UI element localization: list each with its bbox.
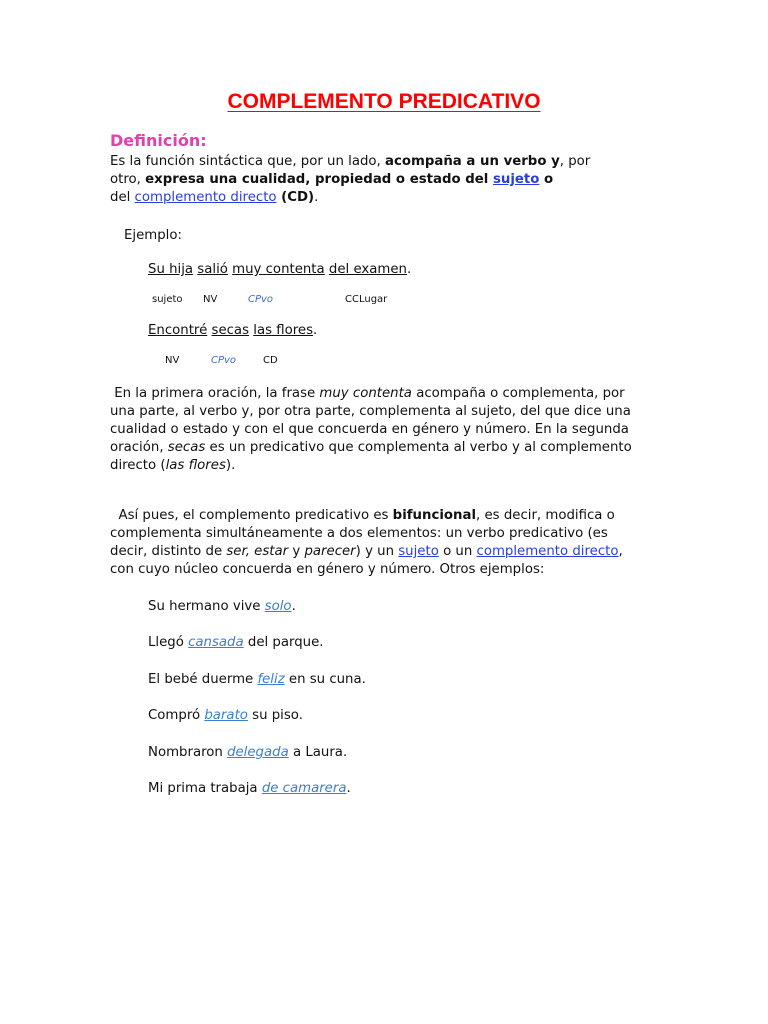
text: El bebé duerme — [148, 672, 258, 687]
complemento-directo-link[interactable]: complemento directo — [134, 190, 277, 205]
text: a Laura. — [288, 745, 348, 760]
example-item — [148, 780, 351, 798]
text: Su hermano vive — [148, 599, 265, 614]
punctuation: . — [407, 262, 412, 277]
sujeto-link[interactable]: sujeto — [492, 172, 540, 187]
summary-paragraph — [110, 507, 670, 579]
tag-cclugar: CCLugar — [345, 294, 388, 305]
text: complementa simultáneamente a dos elementos: un verbo predicativo (es — [110, 526, 608, 541]
text: . — [346, 781, 351, 796]
italic-text: parecer — [304, 544, 356, 559]
text: su piso. — [247, 708, 303, 723]
sentence-word: muy contenta — [232, 262, 325, 277]
text: es un predicativo que complementa al verbo y al complemento — [205, 440, 632, 455]
text: del — [110, 190, 135, 205]
sentence-word: las flores — [253, 323, 314, 338]
bold-text: o — [539, 172, 554, 187]
predicative-link[interactable]: cansada — [188, 635, 244, 650]
text: otro, — [110, 172, 146, 187]
bold-text: acompaña a un verbo y — [385, 154, 560, 169]
text: una parte, al verbo y, por otra parte, complementa al sujeto, del que dice una — [110, 404, 631, 419]
text: acompaña o complementa, por — [411, 386, 625, 401]
complemento-directo-link-2[interactable]: complemento directo — [476, 544, 619, 559]
text: , por — [559, 154, 591, 169]
italic-text: secas — [167, 440, 206, 455]
text: oración, — [110, 440, 168, 455]
sentence-word: Encontré — [148, 323, 208, 338]
italic-text: ser, estar — [226, 544, 289, 559]
text: o un — [438, 544, 477, 559]
text: . — [291, 599, 296, 614]
bold-text: (CD) — [276, 190, 315, 205]
bold-text: bifuncional — [392, 508, 477, 523]
sentence-word: salió — [197, 262, 228, 277]
explanation-paragraph — [110, 385, 655, 475]
predicative-link[interactable]: de camarera — [261, 781, 347, 796]
sentence-word: Su hija — [148, 262, 194, 277]
tag-cd: CD — [263, 355, 278, 366]
predicative-link[interactable]: solo — [264, 599, 292, 614]
sujeto-link-2[interactable]: sujeto — [398, 544, 439, 559]
page-title: COMPLEMENTO PREDICATIVO — [227, 90, 541, 113]
definition-paragraph — [110, 153, 655, 207]
tag-cpvo: CPvo — [248, 294, 274, 305]
text: Mi prima trabaja — [148, 781, 262, 796]
text: Compró — [148, 708, 205, 723]
text: , — [618, 544, 623, 559]
text: Nombraron — [148, 745, 228, 760]
text: ) y un — [355, 544, 399, 559]
punctuation: . — [313, 323, 318, 338]
italic-text: muy contenta — [319, 386, 412, 401]
text: del parque. — [243, 635, 324, 650]
text: en su cuna. — [284, 672, 366, 687]
italic-text: las flores — [165, 458, 226, 473]
text: con cuyo núcleo concuerda en género y número. Otros ejemplos: — [110, 562, 545, 577]
text: directo ( — [110, 458, 166, 473]
example-sentence-2 — [148, 322, 317, 340]
example-label: Ejemplo: — [124, 228, 182, 243]
text: En la primera oración, la frase — [114, 386, 320, 401]
text: cualidad o estado y con el que concuerda en género y número. En la segunda — [110, 422, 629, 437]
text: y — [288, 544, 305, 559]
text: Así pues, el complemento predicativo es — [118, 508, 393, 523]
definition-heading: Definición: — [110, 131, 207, 150]
bold-text: expresa una cualidad, propiedad o estado del — [145, 172, 493, 187]
text: Llegó — [148, 635, 189, 650]
predicative-link[interactable]: feliz — [257, 672, 285, 687]
example-sentence-1 — [148, 261, 411, 279]
text: . — [314, 190, 319, 205]
tag-nv-2: NV — [165, 355, 180, 366]
text: , es decir, modifica o — [476, 508, 615, 523]
text: decir, distinto de — [110, 544, 227, 559]
example-item — [148, 744, 347, 762]
example-item — [148, 671, 366, 689]
example-item — [148, 707, 303, 725]
sentence-word: del examen — [328, 262, 407, 277]
tag-cpvo-2: CPvo — [211, 355, 237, 366]
text: Es la función sintáctica que, por un lado, — [110, 154, 385, 169]
predicative-link[interactable]: barato — [204, 708, 248, 723]
predicative-link[interactable]: delegada — [227, 745, 289, 760]
tag-nv: NV — [203, 294, 218, 305]
example-item — [148, 598, 296, 616]
tag-sujeto: sujeto — [152, 294, 183, 305]
example-item — [148, 634, 324, 652]
text: ). — [225, 458, 236, 473]
sentence-word: secas — [211, 323, 250, 338]
